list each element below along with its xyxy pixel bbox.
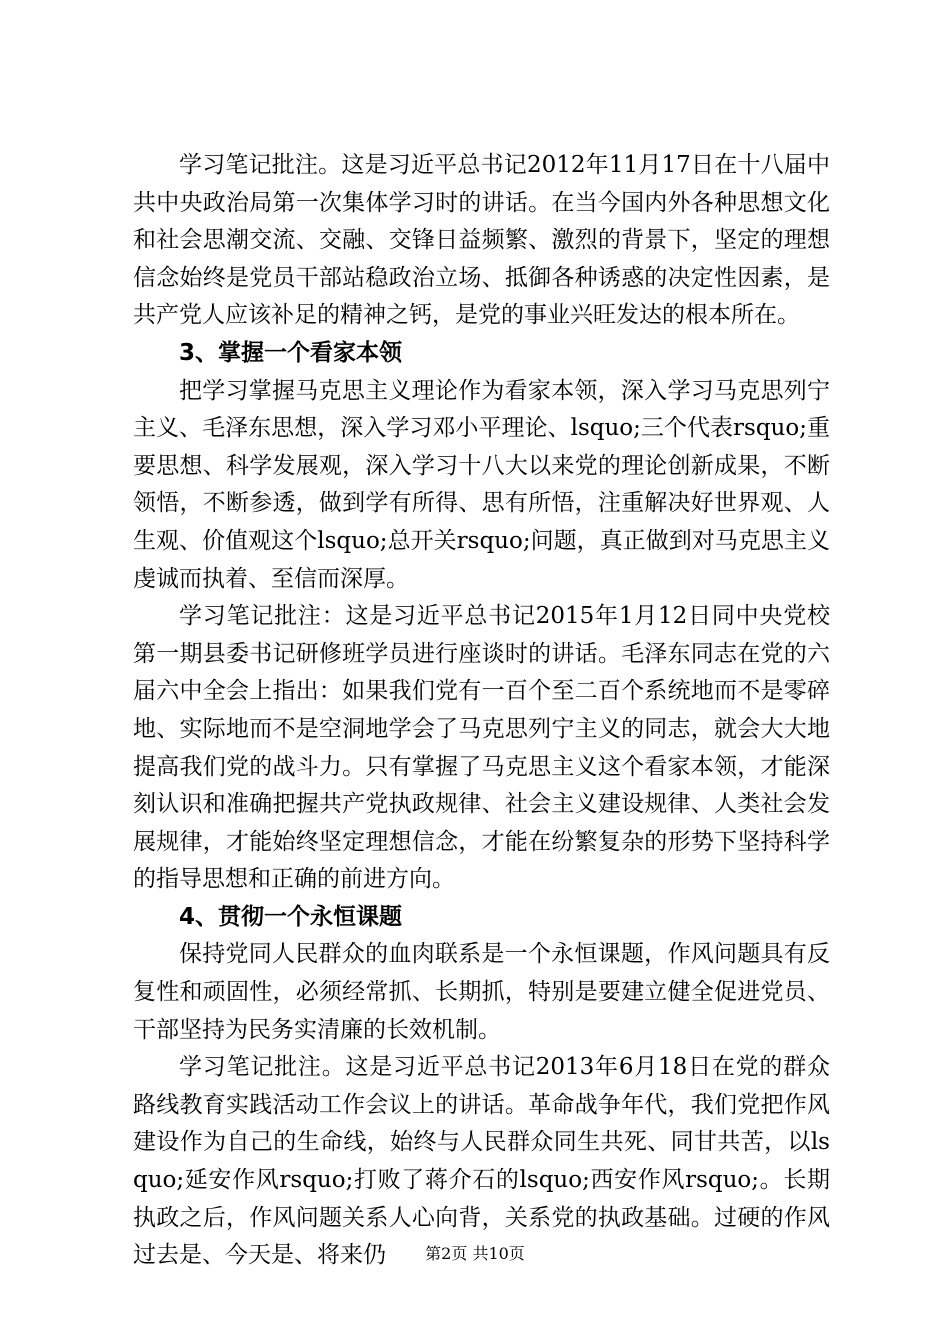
page-number-footer: 第2页 共10页 (425, 1244, 525, 1263)
document-body (133, 147, 830, 1275)
paragraph-annotation-2015: 学习笔记批注：这是习近平总书记2015年1月12日同中央党校第一期县委书记研修班学员进行座谈时的讲话。毛泽东同志在党的六届六中全会上指出：如果我们党有一百个至二百个系统地而不是零碎地、实际地而不是空洞地学会了马克思列宁主义的同志，就会大大地提高我们党的战斗力。只有掌握了马克思主义这个看家本领，才能深刻认识和准确把握共产党执政规律、社会主义建设规律、人类社会发展规律，才能始终坚定理想信念，才能在纷繁复杂的形势下坚持科学的指导思想和正确的前进方向。 (133, 603, 830, 893)
section-heading-3: 3、掌握一个看家本领 (179, 339, 403, 366)
paragraph-mass-line: 保持党同人民群众的血肉联系是一个永恒课题，作风问题具有反复性和顽固性，必须经常抓、长期抓，特别是要建立健全促进党员、干部坚持为民务实清廉的长效机制。 (133, 941, 830, 1043)
section-heading-4: 4、贯彻一个永恒课题 (179, 903, 403, 930)
paragraph-marxism-study: 把学习掌握马克思主义理论作为看家本领，深入学习马克思列宁主义、毛泽东思想，深入学习邓小平理论、lsquo;三个代表rsquo;重要思想、科学发展观，深入学习十八大以来党的理论创新成果，不断领悟，不断参透，做到学有所得、思有所悟，注重解决好世界观、人生观、价值观这个lsquo;总开关rsquo;问题，真正做到对马克思主义虔诚而执着、至信而深厚。 (133, 377, 830, 592)
paragraph-annotation-2013: 学习笔记批注。这是习近平总书记2013年6月18日在党的群众路线教育实践活动工作会议上的讲话。革命战争年代，我们党把作风建设作为自己的生命线，始终与人民群众同生共死、同甘共苦，以lsquo;延安作风rsquo;打败了蒋介石的lsquo;西安作风rsquo;。长期执政之后，作风问题关系人心向背，关系党的执政基础。过硬的作风过去是、今天是、将来仍 (133, 1054, 830, 1269)
paragraph-annotation-2012: 学习笔记批注。这是习近平总书记2012年11月17日在十八届中共中央政治局第一次集体学习时的讲话。在当今国内外各种思想文化和社会思潮交流、交融、交锋日益频繁、激烈的背景下，坚定的理想信念始终是党员干部站稳政治立场、抵御各种诱惑的决定性因素，是共产党人应该补足的精神之钙，是党的事业兴旺发达的根本所在。 (133, 152, 830, 329)
